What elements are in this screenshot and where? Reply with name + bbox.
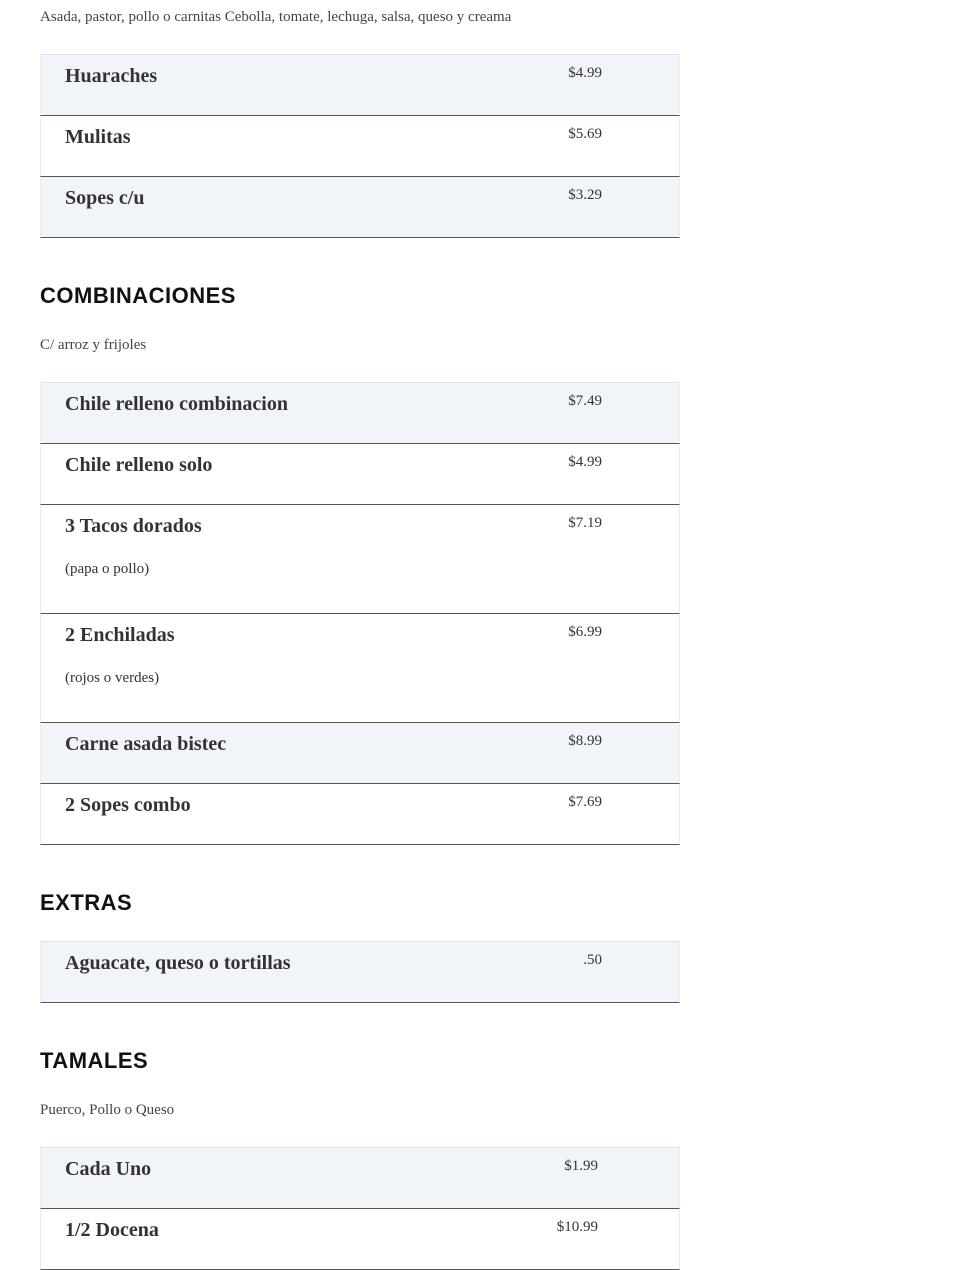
menu-item (40, 784, 680, 845)
menu-item-price: $7.69 (568, 794, 602, 810)
menu-item-name: Aguacate, queso o tortillas (65, 952, 291, 974)
menu-item-name: Chile relleno combinacion (65, 393, 288, 415)
menu-item-name: Cada Uno (65, 1158, 152, 1180)
section-description: Asada, pastor, pollo o carnitas Cebolla, tomate, lechuga, salsa, queso y creama (40, 9, 512, 25)
menu-item-price: $5.69 (568, 126, 602, 142)
menu-item (40, 723, 680, 784)
menu-item (40, 614, 680, 723)
menu-item-name: 2 Sopes combo (65, 794, 191, 816)
menu-item-price: $4.99 (568, 454, 602, 470)
menu-item (40, 55, 680, 116)
menu-item-name: Huaraches (65, 65, 158, 87)
menu-item-price: .50 (583, 952, 602, 968)
menu-item-note: (rojos o verdes) (65, 670, 160, 686)
menu-item (40, 942, 680, 1003)
menu-item-price: $7.49 (568, 393, 602, 409)
section-description: C/ arroz y frijoles (40, 337, 147, 353)
menu-item-name: Sopes c/u (65, 187, 145, 209)
menu-item-price: $8.99 (568, 733, 602, 749)
menu-item-price: $10.99 (556, 1219, 598, 1235)
menu-item-name: Mulitas (65, 126, 131, 148)
menu-item (40, 116, 680, 177)
menu-item-price: $4.99 (568, 65, 602, 81)
menu-item (40, 444, 680, 505)
menu-item-price: $7.19 (568, 515, 602, 531)
menu-item (40, 1148, 680, 1209)
section-description: Puerco, Pollo o Queso (40, 1102, 175, 1118)
section-title-tamales: TAMALES (40, 1048, 149, 1073)
menu-item-price: $1.99 (564, 1158, 598, 1174)
menu-item-price: $6.99 (568, 624, 602, 640)
menu-item-name: 2 Enchiladas (65, 624, 175, 646)
menu-item-price: $3.29 (568, 187, 602, 203)
menu-list-combinaciones (40, 382, 680, 845)
menu-item-name: 3 Tacos dorados (65, 515, 202, 537)
menu-item-name: Chile relleno solo (65, 454, 213, 476)
menu-item-name: 1/2 Docena (65, 1219, 159, 1241)
menu-item (40, 1209, 680, 1270)
menu-item (40, 383, 680, 444)
menu-list-tamales (40, 1147, 680, 1270)
menu-item-note: (papa o pollo) (65, 561, 150, 577)
menu-item (40, 177, 680, 238)
menu-list-extras (40, 941, 680, 1003)
menu-item-name: Carne asada bistec (65, 733, 227, 755)
menu-item (40, 505, 680, 614)
section-title-extras: EXTRAS (40, 890, 133, 915)
menu-list-tacos (40, 54, 680, 238)
section-title-combinaciones: COMBINACIONES (40, 283, 236, 308)
